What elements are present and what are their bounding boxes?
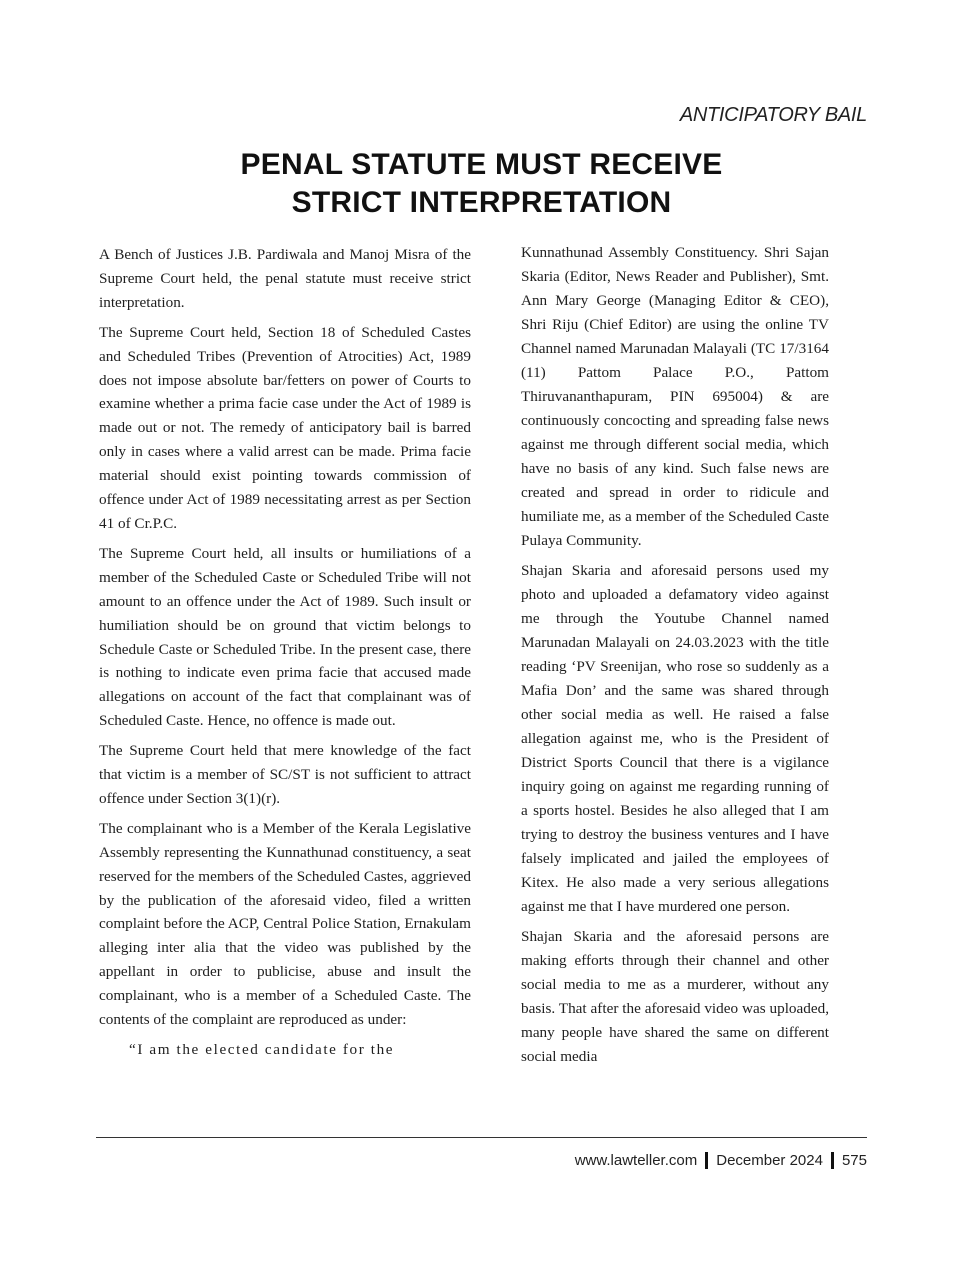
page-footer [575,1152,867,1169]
paragraph: The Supreme Court held, all insults or humiliations of a member of the Scheduled Caste or Scheduled Tribe will not amount to an offence under the Act of 1989. Such insult or humiliation should be on ground that victim belongs to Schedule Caste or Scheduled Tribe. In the present case, there is nothing to indicate even prima facie that accused made allegations on account of the fact that complainant was of Scheduled Caste. Hence, no offence is made out. [99,544,471,730]
section-label: ANTICIPATORY BAIL [679,104,867,126]
footer-separator [705,1152,708,1169]
article-title-line-1: PENAL STATUTE MUST RECEIVE [240,148,723,181]
paragraph: Shajan Skaria and aforesaid persons used my photo and uploaded a defamatory video against me through the Youtube Channel named Marunadan Malayali on 24.03.2023 with the title reading ‘PV Sreenijan, who rose so suddenly as a Mafia Don’ and the same was shared through other social media as well. He raised a false allegation against me, who is the President of District Sports Council that there is a vigilance inquiry going on against me regarding running of a sports hostel. Besides he also alleged that I am trying to destroy the business ventures and I have falsely implicated and jailed the employees of Kitex. He also made a very serious allegations against me that I have murdered one person. [521,562,829,915]
paragraph: The Supreme Court held that mere knowledge of the fact that victim is a member of SC/ST is not sufficient to attract offence under Section 3(1)(r). [99,742,471,807]
paragraph: The complainant who is a Member of the Kerala Legislative Assembly representing the Kunnathunad constituency, a seat reserved for the members of the Scheduled Castes, aggrieved by the publication of the aforesaid video, filed a written complaint before the ACP, Central Police Station, Ernakulam alleging inter alia that the video was published by the appellant in order to publicise, abuse and insult the complainant, who is a member of a Scheduled Caste. The contents of the complaint are reproduced as under: [99,819,471,1029]
paragraph: A Bench of Justices J.B. Pardiwala and Manoj Misra of the Supreme Court held, the penal statute must receive strict interpretation. [99,246,471,311]
page-number: 575 [841,1152,867,1169]
article-title-line-2: STRICT INTERPRETATION [291,186,672,219]
paragraph: Kunnathunad Assembly Constituency. Shri Sajan Skaria (Editor, News Reader and Publisher), Smt. Ann Mary George (Managing Editor & CEO), Shri Riju (Chief Editor) are using the online TV Channel named Marunadan Malayali (TC 17/3164 (11) Pattom Palace P.O., Pattom Thiruvananthapuram, PIN 695004) & are continuously concocting and spreading false news against me through different social media, which have no basis of any kind. Such false news are created and spread in order to ridicule and humiliate me, as a member of the Scheduled Caste Pulaya Community. [521,244,829,549]
footer-website: www.lawteller.com [574,1152,698,1169]
right-column [521,241,829,1075]
article-title [96,146,867,222]
left-column [99,243,471,1068]
paragraph: Shajan Skaria and the aforesaid persons are making efforts through their channel and other social media to me as a murderer, without any basis. That after the aforesaid video was uploaded, many people have shared the same on different social media [521,928,829,1065]
footer-divider [96,1137,867,1138]
footer-separator [831,1152,834,1169]
paragraph: The Supreme Court held, Section 18 of Scheduled Castes and Scheduled Tribes (Prevention of Atrocities) Act, 1989 does not impose absolute bar/fetters on power of Courts to examine whether a prima facie case under the Act of 1989 is made out or not. The remedy of anticipatory bail is barred only in cases where a valid arrest can be made. Prima facie material should exist pointing towards commission of offence under Act of 1989 necessitating arrest as per Section 41 of Cr.P.C. [99,323,471,532]
footer-issue: December 2024 [716,1152,823,1169]
complaint-quote-start: “I am the elected candidate for the [129,1041,395,1058]
